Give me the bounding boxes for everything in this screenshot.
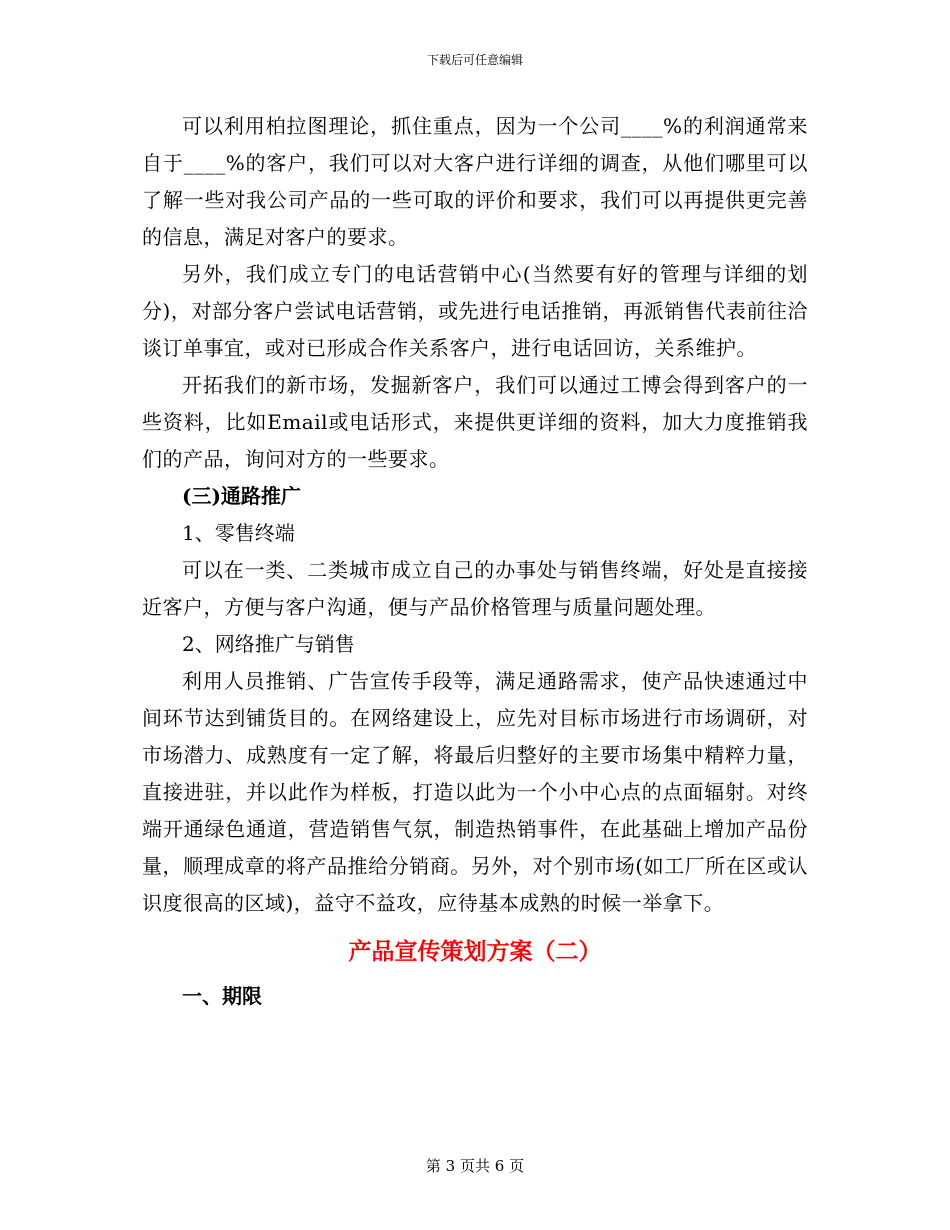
paragraph-network: 利用人员推销、广告宣传手段等，满足通路需求，使产品快速通过中间环节达到铺货目的。在网络建设上，应先对目标市场进行市场调研，对市场潜力、成熟度有一定了解，将最后归整好的主要市场集中精粹力量，直接进驻，并以此作为样板，打造以此为一个小中心点的点面辐射。对终端开通绿色通道，营造销售气氛，制造热销事件，在此基础上增加产品份量，顺理成章的将产品推给分销商。另外，对个别市场(如工厂所在区或认识度很高的区域)，益守不益攻，应待基本成熟的时候一举拿下。 [142,669,808,915]
page-header: 下载后可任意编辑 [426,53,523,67]
section-heading-channel: (三)通路推广 [182,484,301,508]
section-heading-period: 一、期限 [182,984,262,1008]
paragraph-pareto: 可以利用柏拉图理论，抓住重点，因为一个公司____%的利润通常来自于____%的客户，我们可以对大客户进行详细的调查，从他们哪里可以了解一些对我公司产品的一些可取的评价和要求，我们可以再提供更完善的信息，满足对客户的要求。 [142,114,808,249]
paragraph-retail: 可以在一类、二类城市成立自己的办事处与销售终端，好处是直接接近客户，方便与客户沟通，便与产品价格管理与质量问题处理。 [142,558,808,619]
paragraph-telemarketing: 另外，我们成立专门的电话营销中心(当然要有好的管理与详细的划分)，对部分客户尝试电话营销，或先进行电话推销，再派销售代表前往洽谈订单事宜，或对已形成合作关系客户，进行电话回访，关系维护。 [142,262,808,360]
document-body [142,108,808,1015]
document-title-2: 产品宣传策划方案（二） [348,938,602,965]
paragraph-new-market: 开拓我们的新市场，发掘新客户，我们可以通过工博会得到客户的一些资料，比如Email或电话形式，来提供更详细的资料，加大力度推销我们的产品，询问对方的一些要求。 [142,373,808,471]
subheading-network: 2、网络推广与销售 [182,632,355,656]
page-number: 第 3 页共 6 页 [425,1157,525,1175]
subheading-retail: 1、零售终端 [182,521,295,545]
